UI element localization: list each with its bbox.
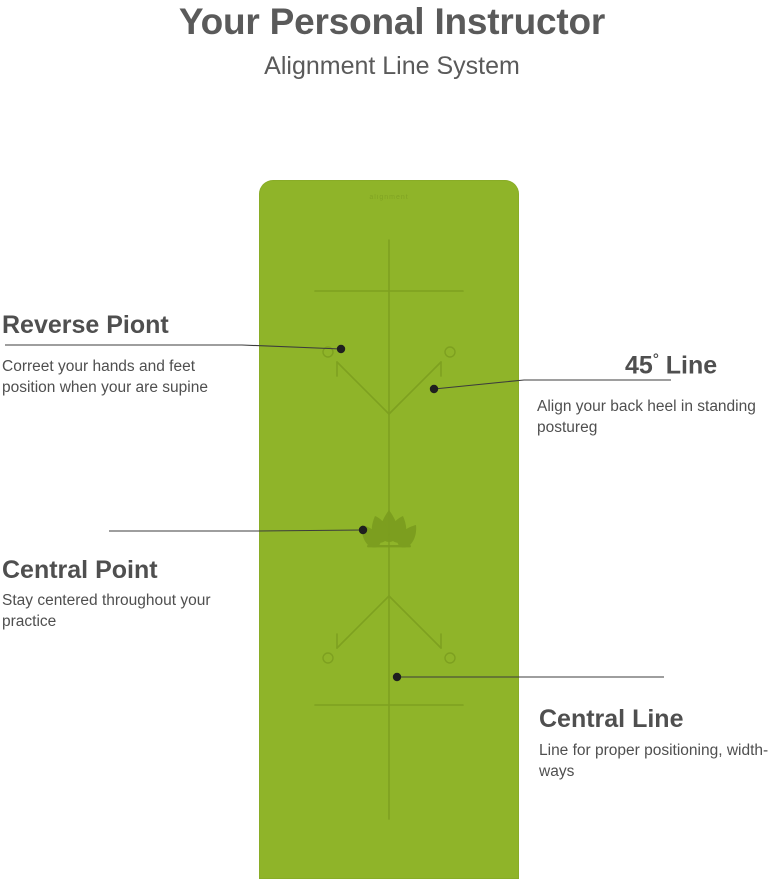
callout-title-45-line [625, 351, 717, 380]
page-title: Your Personal Instructor [178, 1, 606, 42]
callout-title-central-line: Central Line [539, 705, 684, 733]
callout-title-central-point: Central Point [2, 556, 158, 584]
callout-body-central-point: Stay centered throughout your practice [2, 592, 211, 630]
callout-body-reverse-point: Correet your hands and feet position when your are supine [2, 358, 208, 396]
callout-body-45-line: Align your back heel in standing postureg [537, 398, 756, 436]
callout-45-value: 45 [625, 351, 653, 380]
page-subtitle: Alignment Line System [264, 51, 520, 80]
marker-central-line [393, 673, 401, 681]
degree-symbol-icon: ° [652, 351, 659, 368]
callout-title-reverse-point: Reverse Piont [2, 311, 169, 339]
marker-reverse-point [337, 345, 345, 353]
callout-45-tail: Line [658, 351, 718, 380]
marker-45-line [430, 385, 438, 393]
marker-central-point [359, 526, 367, 534]
callout-body-central-line: Line for proper positioning, width-ways [539, 742, 769, 780]
brand-mark: alignment [369, 194, 409, 201]
